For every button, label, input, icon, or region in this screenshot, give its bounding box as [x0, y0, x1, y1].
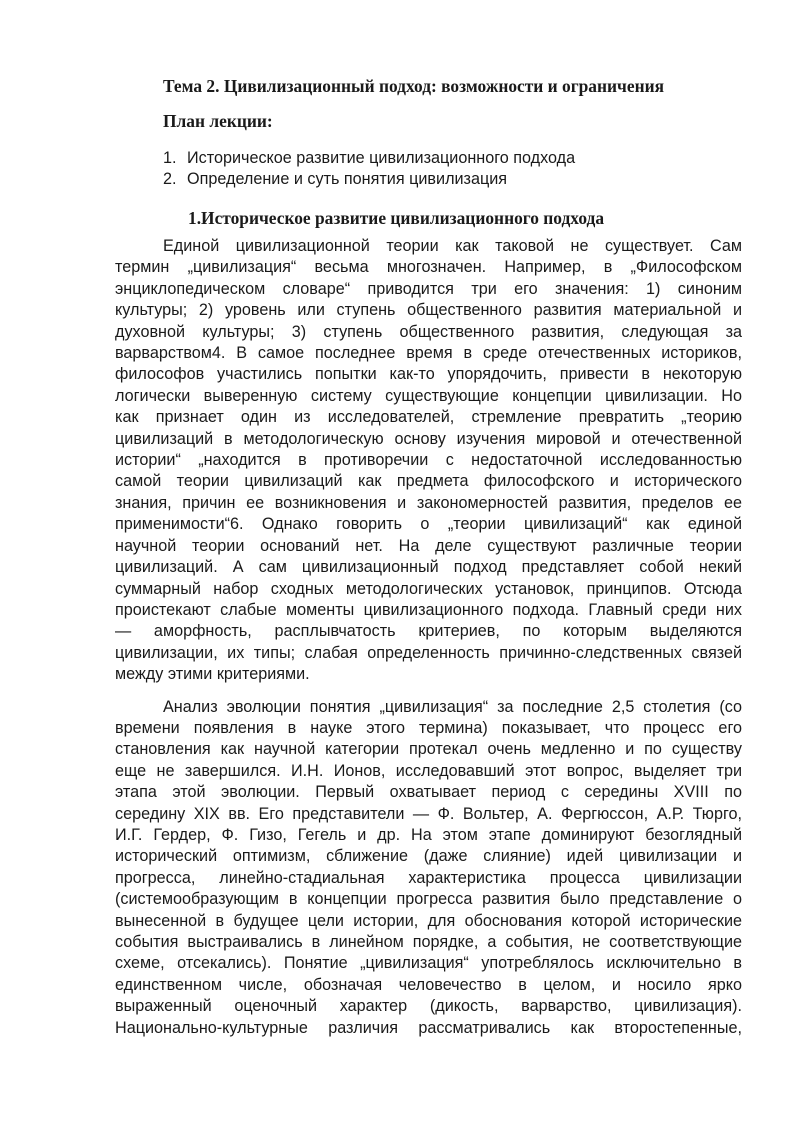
plan-item-text: Определение и суть понятия цивилизация — [187, 170, 508, 188]
paragraph-line: истории“ „находится в противоречии с недостаточной исследованностью — [115, 451, 742, 470]
paragraph-line: схеме, отсекались). Понятие „цивилизация“ употреблялось исключительно в — [115, 954, 742, 973]
paragraph-1 — [115, 236, 742, 686]
document-page — [115, 74, 742, 1039]
plan-list — [163, 148, 742, 190]
paragraph-line: цивилизации, их типы; слабая определенность причинно-следственных связей — [115, 643, 742, 662]
paragraph-line: события выстраивались в линейном порядке, а события, не соответствующие — [115, 933, 742, 951]
section-heading: 1.Историческое развитие цивилизационного подхода — [188, 208, 605, 228]
paragraph-line: прогресса, линейно-стадиальная характеристика процесса цивилизации — [115, 868, 742, 887]
paragraph-line: Единой цивилизационной теории как таковой не существует. Сам — [163, 237, 742, 255]
paragraph-line: варварством4. В самое последнее время в среде отечественных историков, — [115, 344, 742, 363]
paragraph-line: между этими критериями. — [115, 665, 310, 684]
paragraph-line: суммарный набор сходных методологических установок, принципов. Отсюда — [115, 579, 742, 598]
paragraph-line: духовной культуры; 3) ступень общественного развития, следующая за — [115, 322, 742, 341]
paragraph-line: как признает один из исследователей, стремление превратить „теорию — [115, 408, 742, 427]
paragraph-line: исторический оптимизм, сближение (даже слияние) идей цивилизации и — [115, 847, 742, 866]
paragraph-line: выраженный оценочный характер (дикость, варварство, цивилизация). — [115, 997, 742, 1016]
paragraph-line: применимости“6. Однако говорить о „теории цивилизаций“ как единой — [115, 515, 742, 534]
paragraph-line: этапа этой эволюции. Первый охватывает период с середины XVIII по — [115, 783, 742, 802]
paragraph-line: единственном числе, обозначая человечество в целом, и носило ярко — [115, 975, 742, 994]
paragraph-line: (системообразующим в концепции прогресса развития было представление о — [115, 890, 742, 909]
topic-title: Тема 2. Цивилизационный подход: возможности и ограничения — [163, 76, 665, 96]
paragraph-line: термин „цивилизация“ весьма многозначен. Например, в „Философском — [115, 258, 742, 277]
paragraph-2 — [115, 697, 742, 1040]
paragraph-line: самой теории цивилизаций как предмета философского и исторического — [115, 472, 742, 491]
paragraph-line: Анализ эволюции понятия „цивилизация“ за последние 2,5 столетия (со — [163, 697, 742, 716]
paragraph-line: цивилизаций. А сам цивилизационный подход представляет собой некий — [115, 558, 742, 577]
paragraph-line: вынесенной в будущее цели истории, для обоснования которой исторические — [115, 911, 742, 930]
paragraph-line: знания, причин ее возникновения и закономерностей развития, пределов ее — [115, 493, 742, 512]
paragraph-line: цивилизаций в методологическую основу изучения мировой и отечественной — [115, 429, 742, 448]
plan-item-number: 1. — [163, 149, 177, 167]
plan-item — [163, 169, 742, 190]
paragraph-line: Национально-культурные различия рассматривались как второстепенные, — [115, 1018, 742, 1037]
paragraph-line: энциклопедическом словаре“ приводится три его значения: 1) синоним — [115, 279, 742, 298]
paragraph-line: культуры; 2) уровень или ступень общественного развития материальной и — [115, 301, 742, 320]
paragraph-line: — аморфность, расплывчатость критериев, по которым выделяются — [115, 622, 742, 641]
paragraph-line: логически выверенную систему существующие концепции цивилизации. Но — [115, 386, 742, 405]
plan-title: План лекции: — [163, 111, 273, 131]
paragraph-line: середину XIX вв. Его представители — Ф. Вольтер, А. Фергюссон, А.Р. Тюрго, — [115, 804, 742, 823]
paragraph-line: научной теории оснований нет. На деле существуют различные теории — [115, 536, 742, 555]
paragraph-line: И.Г. Гердер, Ф. Гизо, Гегель и др. На этом этапе доминируют безоглядный — [115, 825, 742, 844]
plan-item-text: Историческое развитие цивилизационного подхода — [187, 149, 576, 167]
paragraph-line: становления как научной категории протекал очень медленно и по существу — [115, 740, 742, 759]
plan-item — [163, 148, 742, 169]
paragraph-line: проистекают слабые моменты цивилизационного подхода. Главный среди них — [115, 600, 742, 619]
paragraph-line: философов участились попытки как-то упорядочить, привести в некоторую — [115, 365, 742, 384]
paragraph-line: времени появления в науке этого термина) показывает, что процесс его — [115, 718, 742, 737]
plan-item-number: 2. — [163, 170, 177, 188]
paragraph-line: еще не завершился. И.Н. Ионов, исследовавший этот вопрос, выделяет три — [115, 761, 742, 780]
